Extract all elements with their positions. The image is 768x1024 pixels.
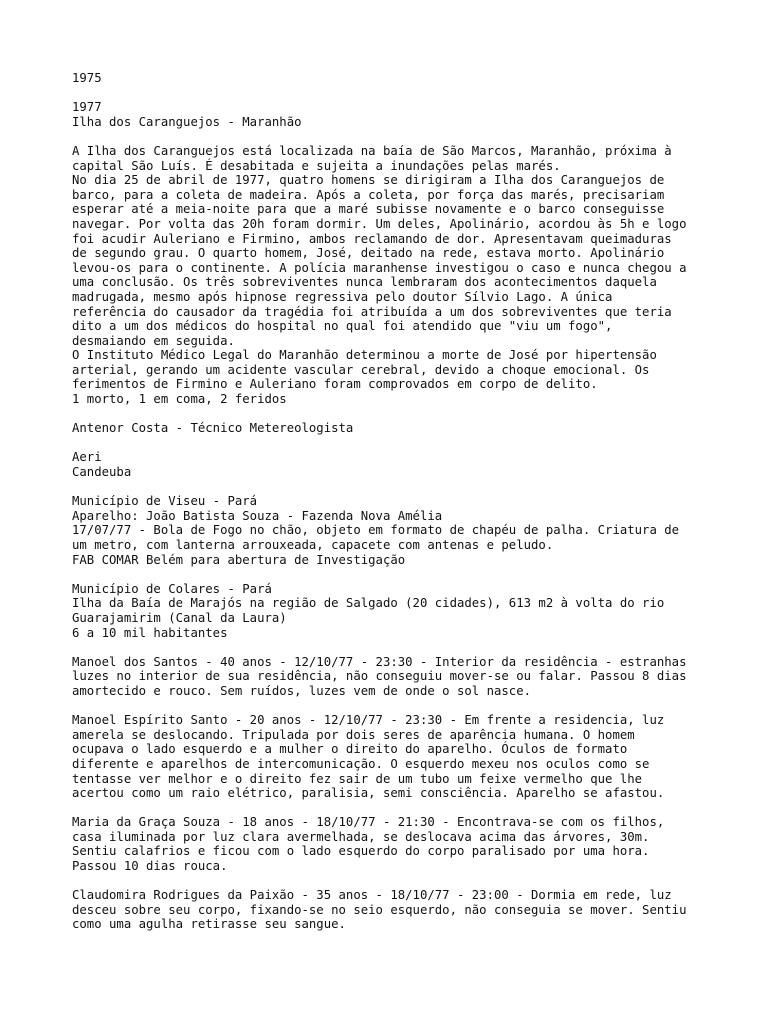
text-line: Manoel dos Santos - 40 anos - 12/10/77 - 23:30 - Interior da residência - estranhas bbox=[72, 654, 687, 669]
text-line: 6 a 10 mil habitantes bbox=[72, 625, 228, 640]
text-paragraph bbox=[72, 582, 712, 640]
text-line: Aeri bbox=[72, 450, 102, 465]
text-line: 17/07/77 - Bola de Fogo no chão, objeto em formato de chapéu de palha. Criatura de bbox=[72, 523, 680, 538]
text-line: FAB COMAR Belém para abertura de Investigação bbox=[72, 552, 406, 567]
text-line: um metro, com lanterna arrouxeada, capacete com antenas e peludo. bbox=[72, 538, 554, 552]
text-line: referência do causador da tragédia foi atribuída a um dos sobreviventes que teria bbox=[72, 304, 672, 319]
text-line: Claudomira Rodrigues da Paixão - 35 anos - 18/10/77 - 23:00 - Dormia em rede, luz bbox=[72, 888, 672, 903]
text-line: ferimentos de Firmino e Auleriano foram comprovados em corpo de delito. bbox=[72, 377, 598, 392]
text-line: Maria da Graça Souza - 18 anos - 18/10/77 - 21:30 - Encontrava-se com os filhos, bbox=[72, 815, 665, 830]
text-line: O Instituto Médico Legal do Maranhão determinou a morte de José por hipertensão bbox=[72, 348, 657, 363]
text-line: arterial, gerando um acidente vascular cerebral, devido a choque emocional. Os bbox=[72, 362, 650, 377]
text-paragraph bbox=[72, 494, 712, 567]
text-line: Ilha dos Caranguejos - Maranhão bbox=[72, 114, 302, 129]
text-paragraph bbox=[72, 888, 712, 932]
text-paragraph bbox=[72, 450, 712, 479]
text-line: como uma agulha retirasse seu sangue. bbox=[72, 917, 346, 932]
text-line: esperar até a meia-noite para que a maré subisse novamente e o barco conseguisse bbox=[72, 202, 665, 217]
text-paragraph bbox=[72, 144, 712, 407]
text-line: Manoel Espírito Santo - 20 anos - 12/10/77 - 23:30 - Em frente a residencia, luz bbox=[72, 713, 665, 728]
text-paragraph bbox=[72, 71, 712, 86]
text-paragraph bbox=[72, 421, 712, 436]
text-line: madrugada, mesmo após hipnose regressiva pelo doutor Sílvio Lago. A única bbox=[72, 289, 613, 304]
text-line: amerela se deslocando. Tripulada por dois seres de aparência humana. O homem bbox=[72, 727, 635, 742]
text-line: desceu sobre seu corpo, fixando-se no seio esquerdo, não conseguia se mover. Sentiu bbox=[72, 902, 687, 917]
text-line: Sentiu calafrios e ficou com o lado esquerdo do corpo paralisado por uma hora. bbox=[72, 844, 650, 859]
text-line: diferente e aparelhos de intercomunicação. O esquerdo mexeu nos oculos como se bbox=[72, 756, 650, 771]
text-line: ocupava o lado esquerdo e a mulher o direito do aparelho. Óculos de formato bbox=[72, 742, 628, 757]
text-line: No dia 25 de abril de 1977, quatro homens se dirigiram a Ilha dos Caranguejos de bbox=[72, 173, 665, 188]
text-line: Município de Viseu - Pará bbox=[72, 494, 258, 509]
text-line: tentasse ver melhor e o direito fez sair de um tubo um feixe vermelho que lhe bbox=[72, 771, 643, 786]
text-line: Ilha da Baía de Marajós na região de Salgado (20 cidades), 613 m2 à volta do rio bbox=[72, 596, 665, 611]
text-line: desmaiando em seguida. bbox=[72, 333, 235, 348]
text-line: Guarajamirim (Canal da Laura) bbox=[72, 610, 287, 625]
text-line: uma conclusão. Os três sobreviventes nunca lembraram dos acontecimentos daquela bbox=[72, 275, 657, 290]
text-line: Antenor Costa - Técnico Metereologista bbox=[72, 421, 354, 436]
text-line: 1975 bbox=[72, 71, 102, 85]
text-line: 1 morto, 1 em coma, 2 feridos bbox=[72, 392, 287, 407]
text-line: amortecido e rouco. Sem ruídos, luzes vem de onde o sol nasce. bbox=[72, 683, 532, 698]
text-line: Aparelho: João Batista Souza - Fazenda Nova Amélia bbox=[72, 508, 443, 523]
text-line: acertou como um raio elétrico, paralisia, semi consciência. Aparelho se afastou. bbox=[72, 786, 665, 801]
text-line: Candeuba bbox=[72, 465, 132, 480]
text-line: dito a um dos médicos do hospital no qual foi atendido que "viu um fogo", bbox=[72, 319, 613, 334]
text-line: levou-os para o continente. A polícia maranhense investigou o caso e nunca chegou a bbox=[72, 260, 687, 275]
text-line: navegar. Por volta das 20h foram dormir. Um deles, Apolinário, acordou às 5h e logo bbox=[72, 216, 687, 231]
text-paragraph bbox=[72, 100, 712, 129]
text-line: foi acudir Auleriano e Firmino, ambos reclamando de dor. Apresentavam queimaduras bbox=[72, 231, 672, 246]
text-line: capital São Luís. É desabitada e sujeita a inundações pelas marés. bbox=[72, 158, 561, 173]
text-line: barco, para a coleta de madeira. Após a coleta, por força das marés, precisariam bbox=[72, 187, 665, 202]
text-paragraph bbox=[72, 815, 712, 873]
text-line: de segundo grau. O quarto homem, José, deitado na rede, estava morto. Apolinário bbox=[72, 246, 665, 261]
text-paragraph bbox=[72, 713, 712, 801]
text-line: casa iluminada por luz clara avermelhada, se deslocava acima das árvores, 30m. bbox=[72, 829, 650, 844]
text-line: Passou 10 dias rouca. bbox=[72, 859, 228, 874]
text-line: 1977 bbox=[72, 100, 102, 115]
text-paragraph bbox=[72, 655, 712, 699]
text-line: Município de Colares - Pará bbox=[72, 581, 272, 596]
text-line: A Ilha dos Caranguejos está localizada na baía de São Marcos, Maranhão, próxima à bbox=[72, 143, 672, 158]
text-line: luzes no interior de sua residência, não conseguiu mover-se ou falar. Passou 8 dias bbox=[72, 669, 687, 684]
document-page bbox=[72, 71, 712, 947]
